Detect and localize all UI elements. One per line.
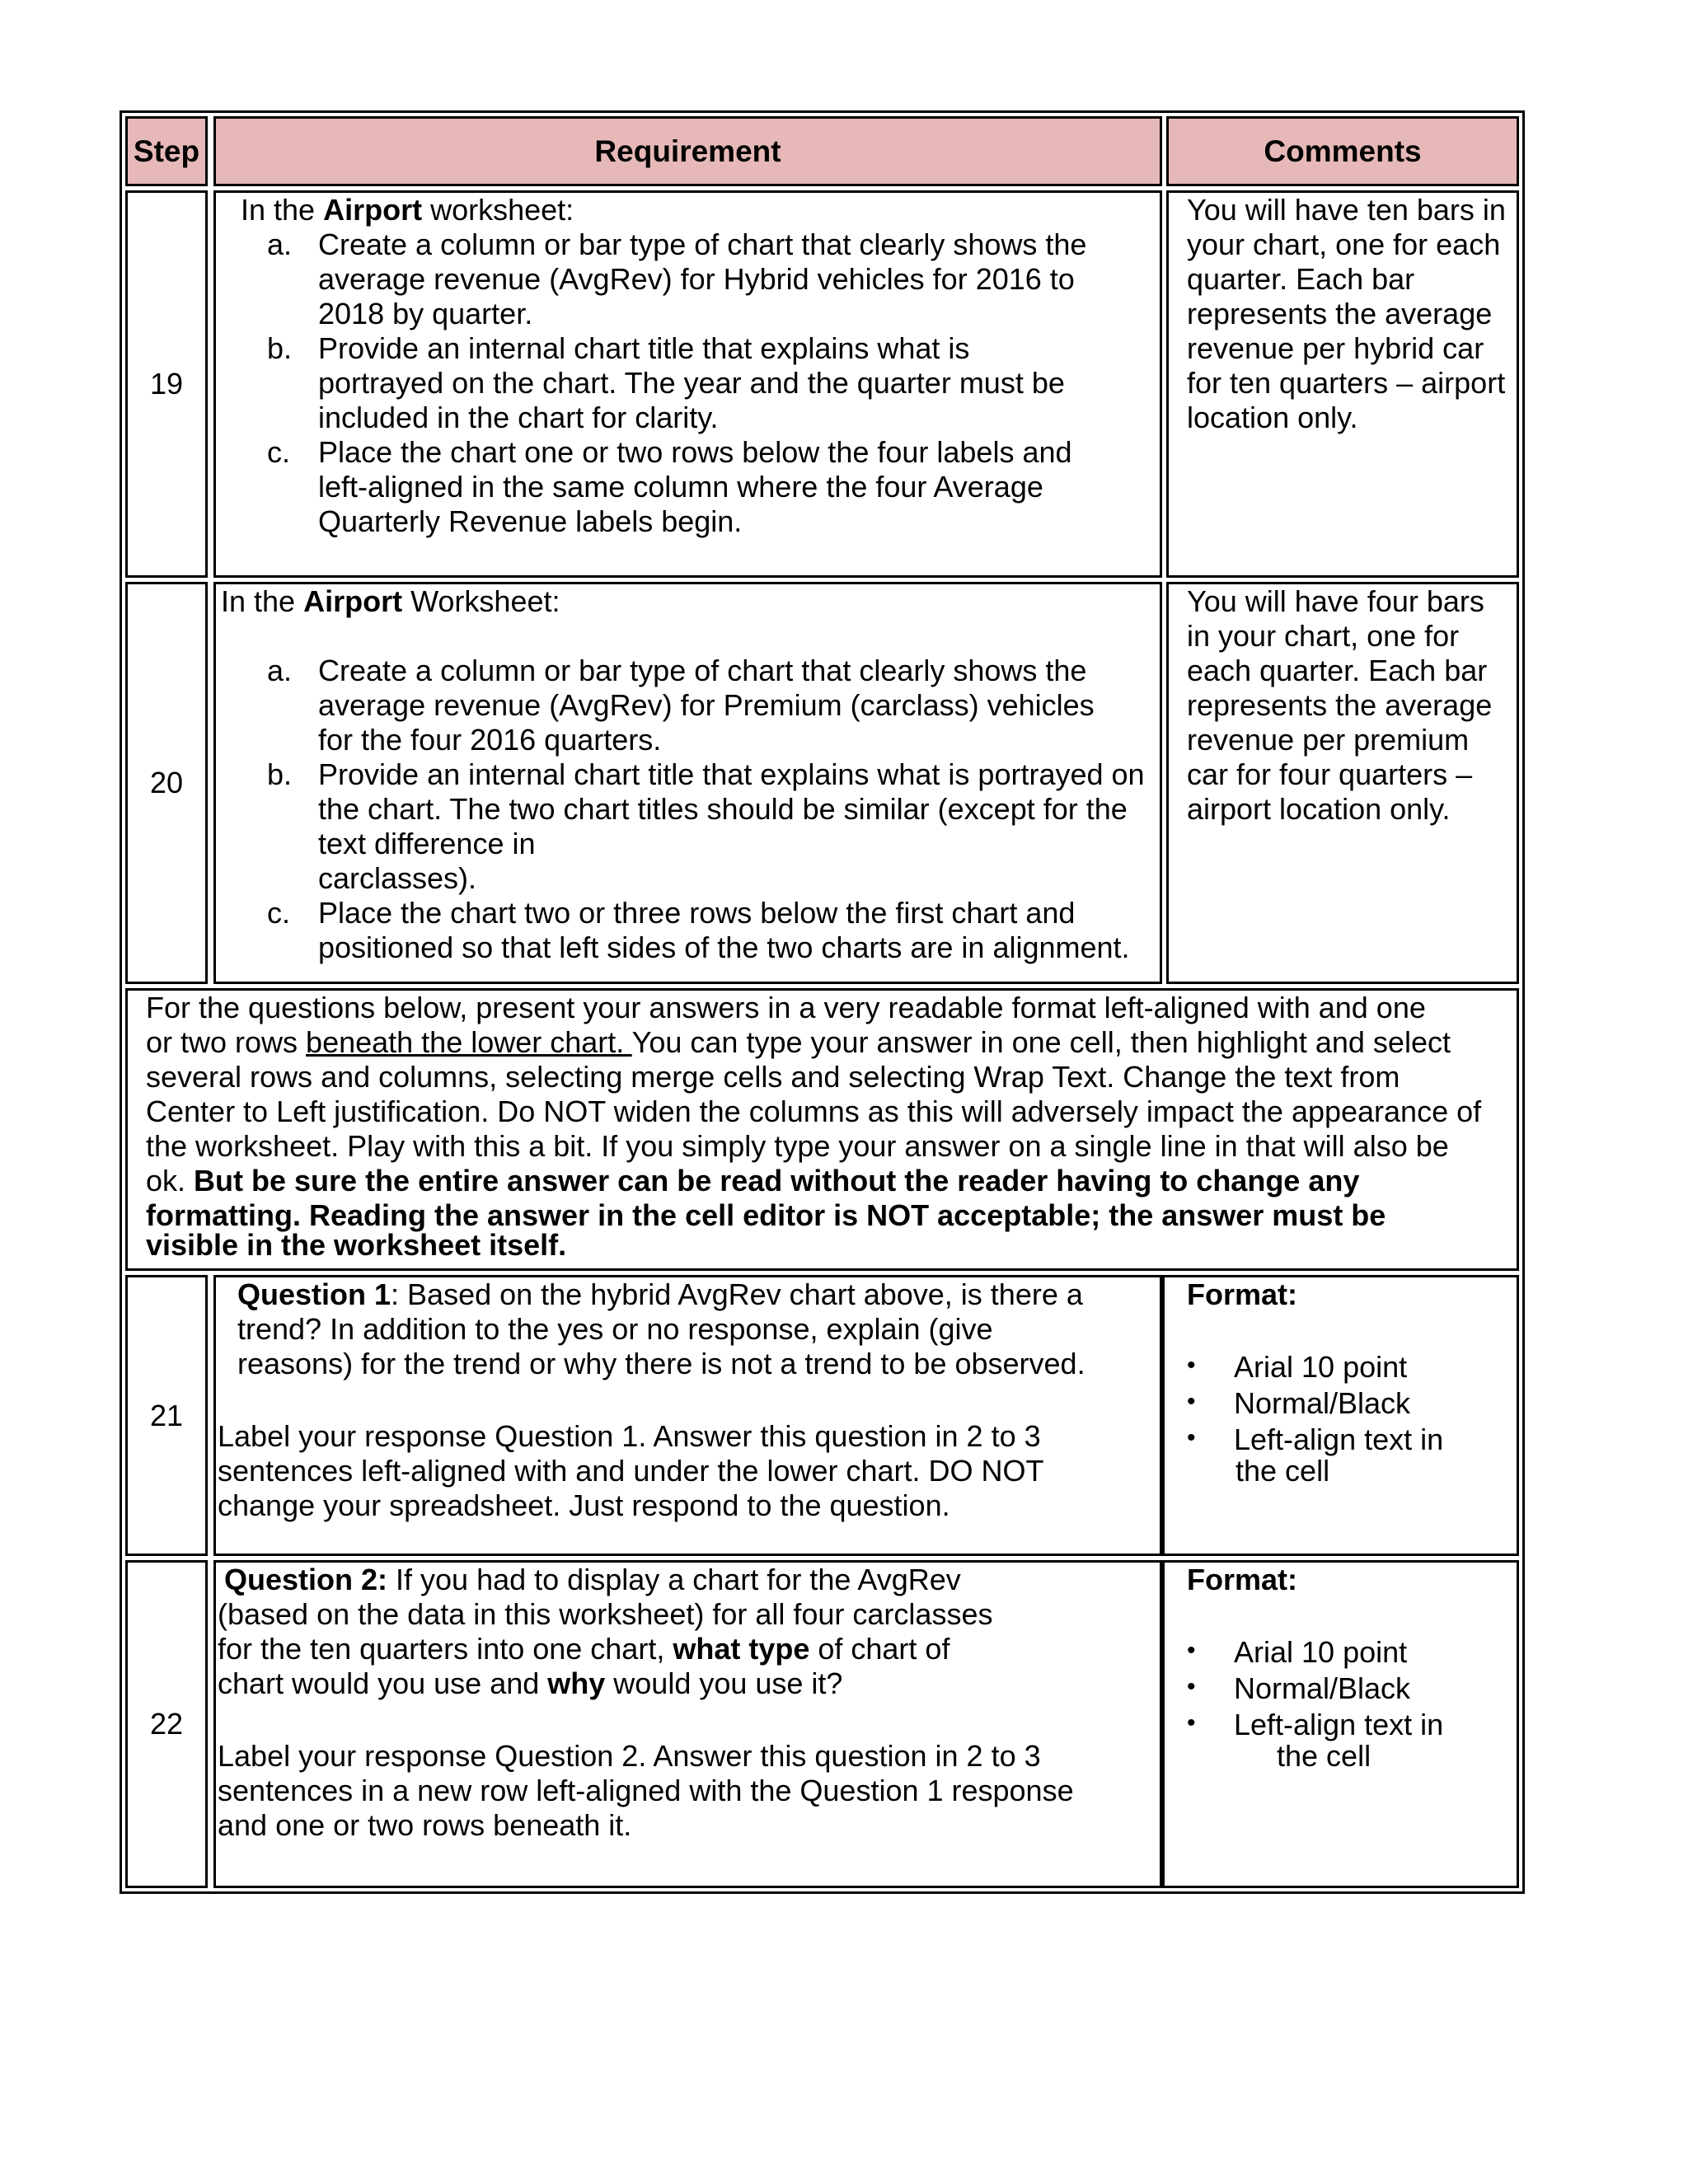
label-line: sentences left-aligned with and under the lower chart. DO NOT bbox=[218, 1454, 1044, 1488]
instructions-line: Center to Left justification. Do NOT widen the columns as this will adversely impact the appearance of bbox=[146, 1094, 1482, 1128]
label-line: Label your response Question 1. Answer this question in 2 to 3 bbox=[218, 1419, 1041, 1453]
comment-line: for ten quarters – airport bbox=[1187, 366, 1506, 400]
comment-line: airport location only. bbox=[1187, 792, 1451, 826]
instructions-line: the worksheet. Play with this a bit. If you simply type your answer on a single line in that will also be bbox=[146, 1129, 1449, 1163]
comment-cell-20 bbox=[1166, 582, 1519, 984]
list-item-text: 2018 by quarter. bbox=[318, 297, 533, 330]
format-cell-22 bbox=[1162, 1560, 1519, 1888]
question-line: trend? In addition to the yes or no response, explain (give bbox=[237, 1312, 993, 1346]
step-cell-19 bbox=[125, 190, 208, 578]
question-line: (based on the data in this worksheet) for all four carclasses bbox=[218, 1597, 993, 1631]
comment-line: in your chart, one for bbox=[1187, 619, 1460, 653]
format-bullet: Normal/Black bbox=[1234, 1386, 1411, 1420]
header-comments-label: Comments bbox=[1264, 134, 1422, 168]
list-item-text: the chart. The two chart titles should be similar (except for the bbox=[318, 792, 1128, 826]
comment-line: represents the average bbox=[1187, 297, 1493, 330]
question-line: reasons) for the trend or why there is not a trend to be observed. bbox=[237, 1347, 1085, 1380]
label-line: and one or two rows beneath it. bbox=[218, 1808, 632, 1842]
instructions-line: For the questions below, present your answers in a very readable format left-aligned with and one bbox=[146, 991, 1426, 1024]
requirement-cell-22 bbox=[213, 1560, 1162, 1888]
label-line: change your spreadsheet. Just respond to the question. bbox=[218, 1488, 950, 1522]
header-requirement-label: Requirement bbox=[594, 134, 781, 168]
format-bullet: Arial 10 point bbox=[1234, 1350, 1408, 1384]
question-line: Question 2: If you had to display a chart for the AvgRev bbox=[224, 1563, 961, 1596]
format-bullet: Left-align text in bbox=[1234, 1708, 1444, 1741]
format-bullet: Left-align text in bbox=[1234, 1422, 1444, 1456]
format-bullet: Normal/Black bbox=[1234, 1671, 1411, 1705]
format-bullet-continued: the cell bbox=[1236, 1454, 1330, 1488]
bullet-icon: • bbox=[1187, 1388, 1196, 1415]
comment-line: quarter. Each bar bbox=[1187, 262, 1415, 296]
list-marker: a. bbox=[267, 654, 293, 687]
instructions-line: visible in the worksheet itself. bbox=[146, 1228, 567, 1262]
step-number: 19 bbox=[149, 367, 184, 401]
comment-line: represents the average bbox=[1187, 688, 1493, 722]
bullet-icon: • bbox=[1187, 1424, 1196, 1451]
step-cell-20 bbox=[125, 582, 208, 984]
instructions-line: several rows and columns, selecting merge cells and selecting Wrap Text. Change the text from bbox=[146, 1060, 1400, 1094]
comment-line: You will have ten bars in bbox=[1187, 193, 1506, 227]
format-title: Format: bbox=[1187, 1563, 1297, 1596]
requirement-cell-20 bbox=[213, 582, 1162, 984]
requirement-cell-19 bbox=[213, 190, 1162, 578]
format-bullet: Arial 10 point bbox=[1234, 1635, 1408, 1669]
comment-line: revenue per premium bbox=[1187, 723, 1470, 757]
list-item-text: positioned so that left sides of the two charts are in alignment. bbox=[318, 930, 1130, 964]
format-cell-21 bbox=[1162, 1275, 1519, 1556]
list-item-text: for the four 2016 quarters. bbox=[318, 723, 662, 757]
comment-cell-19 bbox=[1166, 190, 1519, 578]
bullet-icon: • bbox=[1187, 1709, 1196, 1736]
instructions-line: ok. But be sure the entire answer can be read without the reader having to change any bbox=[146, 1164, 1360, 1197]
instructions-cell bbox=[125, 988, 1519, 1271]
step-number: 22 bbox=[149, 1707, 184, 1741]
question-line: chart would you use and why would you use it? bbox=[218, 1666, 843, 1700]
header-step bbox=[125, 116, 208, 186]
step-number: 21 bbox=[149, 1398, 184, 1432]
list-marker: a. bbox=[267, 227, 293, 261]
format-bullet-continued: the cell bbox=[1277, 1739, 1372, 1773]
format-title: Format: bbox=[1187, 1277, 1297, 1311]
list-marker: b. bbox=[267, 331, 293, 365]
list-marker: c. bbox=[267, 896, 291, 930]
comment-line: your chart, one for each bbox=[1187, 227, 1501, 261]
list-item-text: Place the chart two or three rows below the first chart and bbox=[318, 896, 1076, 930]
list-item-text: text difference in bbox=[318, 827, 536, 860]
list-item-text: Quarterly Revenue labels begin. bbox=[318, 504, 743, 538]
label-line: sentences in a new row left-aligned with the Question 1 response bbox=[218, 1774, 1074, 1807]
comment-line: car for four quarters – bbox=[1187, 757, 1473, 791]
requirement-cell-21 bbox=[213, 1275, 1162, 1556]
question-line: Question 1: Based on the hybrid AvgRev chart above, is there a bbox=[237, 1277, 1083, 1311]
intro-line: In the Airport worksheet: bbox=[241, 193, 574, 227]
bullet-icon: • bbox=[1187, 1352, 1196, 1379]
comment-line: location only. bbox=[1187, 401, 1358, 434]
header-requirement bbox=[213, 116, 1162, 186]
list-marker: b. bbox=[267, 757, 293, 791]
list-item-text: Provide an internal chart title that explains what is portrayed on bbox=[318, 757, 1145, 791]
header-step-label: Step bbox=[133, 134, 200, 168]
comment-line: revenue per hybrid car bbox=[1187, 331, 1484, 365]
list-item-text: left-aligned in the same column where the four Average bbox=[318, 470, 1043, 504]
question-line: for the ten quarters into one chart, what type of chart of bbox=[218, 1632, 950, 1666]
list-item-text: average revenue (AvgRev) for Hybrid vehicles for 2016 to bbox=[318, 262, 1075, 296]
list-item-text: Place the chart one or two rows below the four labels and bbox=[318, 435, 1072, 469]
list-marker: c. bbox=[267, 435, 291, 469]
comment-line: each quarter. Each bar bbox=[1187, 654, 1488, 687]
intro-line: In the Airport Worksheet: bbox=[221, 584, 560, 618]
list-item-text: included in the chart for clarity. bbox=[318, 401, 719, 434]
list-item-text: average revenue (AvgRev) for Premium (carclass) vehicles bbox=[318, 688, 1095, 722]
list-item-text: Create a column or bar type of chart that clearly shows the bbox=[318, 227, 1087, 261]
instructions-line: or two rows beneath the lower chart. You can type your answer in one cell, then highlight and select bbox=[146, 1025, 1451, 1059]
step-cell-21 bbox=[125, 1275, 208, 1556]
step-cell-22 bbox=[125, 1560, 208, 1888]
step-number: 20 bbox=[149, 766, 184, 799]
instructions-line: formatting. Reading the answer in the cell editor is NOT acceptable; the answer must be bbox=[146, 1198, 1386, 1232]
label-line: Label your response Question 2. Answer this question in 2 to 3 bbox=[218, 1739, 1041, 1773]
comment-line: You will have four bars bbox=[1187, 584, 1484, 618]
bullet-icon: • bbox=[1187, 1673, 1196, 1700]
list-item-text: portrayed on the chart. The year and the quarter must be bbox=[318, 366, 1065, 400]
bullet-icon: • bbox=[1187, 1637, 1196, 1664]
list-item-text: Provide an internal chart title that explains what is bbox=[318, 331, 970, 365]
header-comments bbox=[1166, 116, 1519, 186]
list-item-text: carclasses). bbox=[318, 861, 477, 895]
list-item-text: Create a column or bar type of chart that clearly shows the bbox=[318, 654, 1087, 687]
